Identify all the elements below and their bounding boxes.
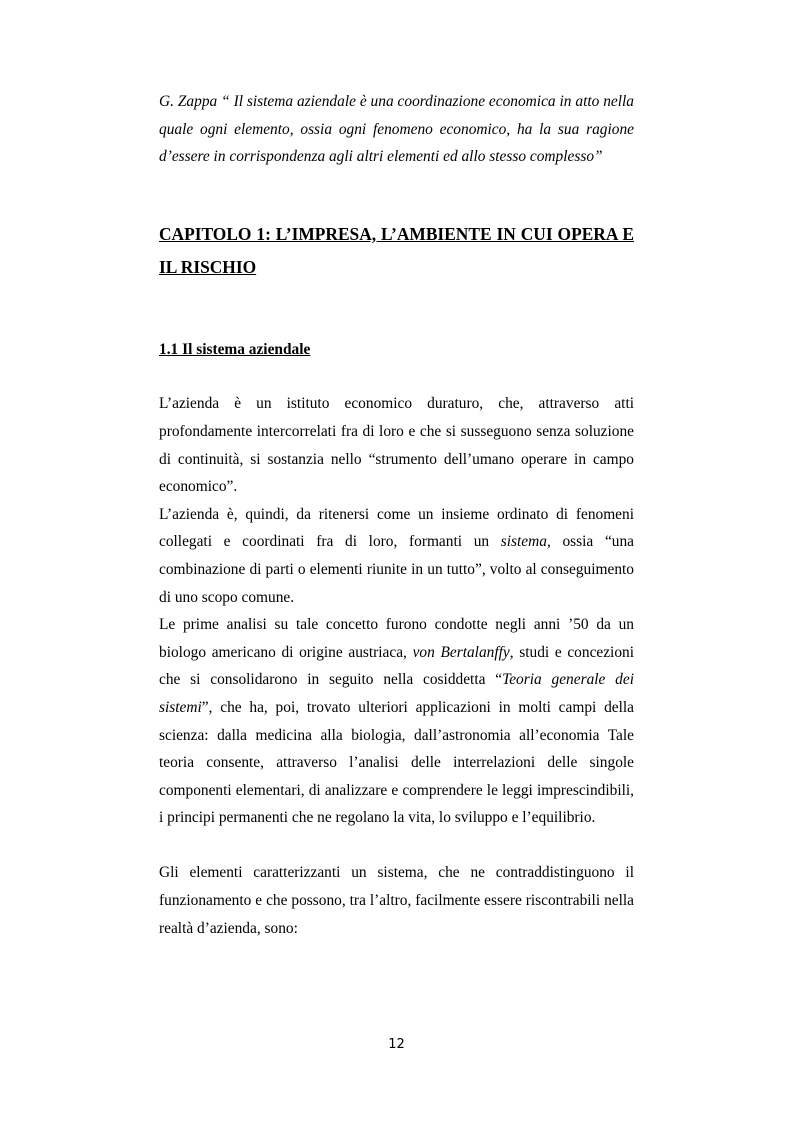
- paragraph-2-emphasis: sistema,: [500, 533, 551, 551]
- section-heading: 1.1 Il sistema aziendale: [159, 340, 311, 358]
- paragraph-3-part-b: , studi e concezioni che si consolidarono in seguito nella cosiddetta “: [159, 643, 634, 689]
- paragraph-4: Gli elementi caratterizzanti un sistema, che ne contraddistinguono il funzionamento e che possono, tra l’altro, facilmente essere riscontrabili nella realtà d’azienda, sono:: [159, 864, 634, 937]
- paragraph-2-part-b: ossia “una combinazione di parti o elementi riunite in un tutto”, volto al conseguimento di uno scopo comune.: [159, 533, 634, 606]
- body-text: [159, 390, 634, 942]
- paragraph-3: [159, 611, 634, 832]
- paragraph-3-emphasis-theory: Teoria generale dei sistemi: [159, 671, 634, 716]
- paragraph-3-part-c: ”, che ha, poi, trovato ulteriori applicazioni in molti campi della scienza: dalla medicina alla biologia, dall’astronomia all’economia Tale teoria consente, attraverso l’analisi delle interrelazioni delle singole componenti elementari, di analizzare e comprendere le leggi imprescindibili, i principi permanenti che ne regolano la vita, lo sviluppo e l’equilibrio.: [159, 698, 634, 827]
- paragraph-1: L’azienda è un istituto economico duraturo, che, attraverso atti profondamente intercorrelati fra di loro e che si susseguono senza soluzione di continuità, si sostanzia nello “strumento dell’umano operare in campo economico”.: [159, 395, 634, 496]
- document-page: [159, 88, 634, 942]
- paragraph-2: [159, 501, 634, 611]
- page-number: 12: [388, 1037, 405, 1052]
- paragraph-3-emphasis-author: von Bertalanffy: [412, 643, 510, 661]
- epigraph-quote: G. Zappa “ Il sistema aziendale è una coordinazione economica in atto nella quale ogni elemento, ossia ogni fenomeno economico, ha la sua ragione d’essere in corrispondenza agli altri elementi ed allo stesso complesso”: [159, 93, 634, 166]
- paragraph-3-part-a: Le prime analisi su tale concetto furono condotte negli anni ’50 da un biologo americano di origine austriaca,: [159, 616, 634, 661]
- paragraph-2-part-a: L’azienda è, quindi, da ritenersi come un insieme ordinato di fenomeni collegati e coordinati fra di loro, formanti un: [159, 505, 634, 551]
- chapter-heading: CAPITOLO 1: L’IMPRESA, L’AMBIENTE IN CUI OPERA E IL RISCHIO: [159, 223, 634, 277]
